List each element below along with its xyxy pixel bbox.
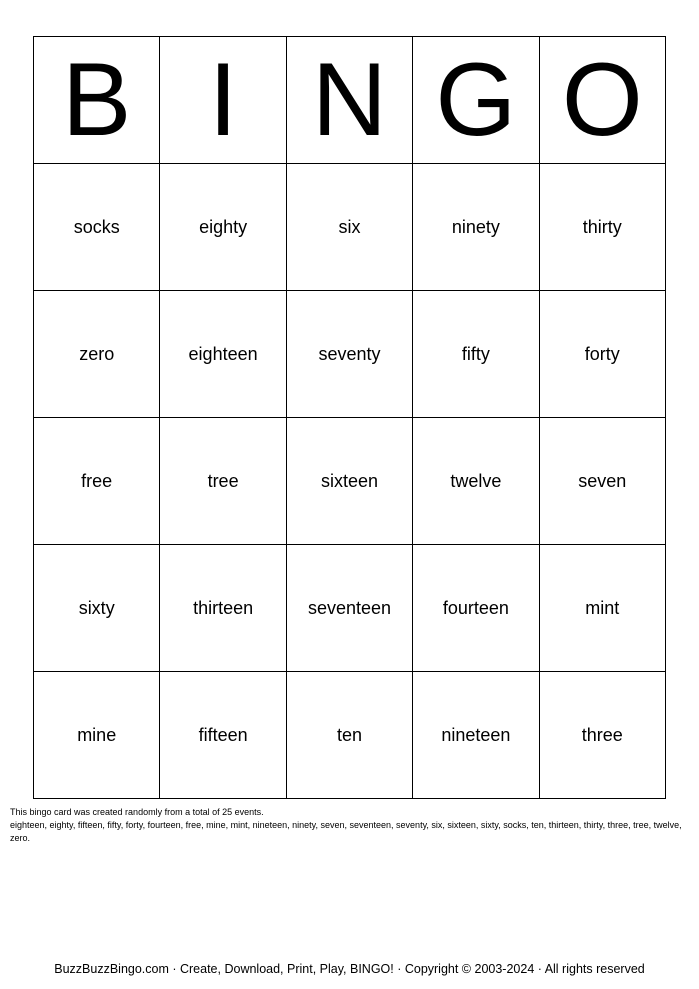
bingo-cell[interactable]: eighteen: [160, 291, 286, 418]
bingo-cell[interactable]: thirty: [539, 164, 665, 291]
bingo-cell[interactable]: fifty: [413, 291, 539, 418]
header-letter-i: I: [160, 37, 286, 164]
bingo-cell[interactable]: tree: [160, 418, 286, 545]
bingo-cell[interactable]: twelve: [413, 418, 539, 545]
bingo-row: [34, 545, 666, 672]
bingo-cell[interactable]: zero: [34, 291, 160, 418]
bingo-cell[interactable]: forty: [539, 291, 665, 418]
bingo-cell[interactable]: sixteen: [286, 418, 412, 545]
header-letter-b: B: [34, 37, 160, 164]
bingo-cell[interactable]: mint: [539, 545, 665, 672]
bingo-cell[interactable]: eighty: [160, 164, 286, 291]
bingo-cell[interactable]: free: [34, 418, 160, 545]
bingo-cell[interactable]: thirteen: [160, 545, 286, 672]
bingo-row: [34, 291, 666, 418]
bingo-cell[interactable]: socks: [34, 164, 160, 291]
header-letter-n: N: [286, 37, 412, 164]
bingo-cell[interactable]: seven: [539, 418, 665, 545]
bingo-cell[interactable]: ten: [286, 672, 412, 799]
bingo-header-row: [34, 37, 666, 164]
header-letter-g: G: [413, 37, 539, 164]
bingo-cell[interactable]: six: [286, 164, 412, 291]
bingo-cell[interactable]: fourteen: [413, 545, 539, 672]
site-footer: BuzzBuzzBingo.com · Create, Download, Print, Play, BINGO! · Copyright © 2003-2024 · All rights reserved: [54, 962, 645, 976]
card-note-word-list: eighteen, eighty, fifteen, fifty, forty, fourteen, free, mine, mint, nineteen, ninety, seven, seventeen, seventy, six, sixteen, sixty, socks, ten, thirteen, thirty, three, tree, twelve, zero.: [10, 820, 682, 843]
bingo-row: [34, 418, 666, 545]
bingo-cell[interactable]: mine: [34, 672, 160, 799]
bingo-cell[interactable]: nineteen: [413, 672, 539, 799]
bingo-cell[interactable]: sixty: [34, 545, 160, 672]
bingo-cell[interactable]: ninety: [413, 164, 539, 291]
header-letter-o: O: [539, 37, 665, 164]
bingo-row: [34, 672, 666, 799]
bingo-row: [34, 164, 666, 291]
bingo-cell[interactable]: seventeen: [286, 545, 412, 672]
bingo-cell[interactable]: seventy: [286, 291, 412, 418]
card-generation-note: [10, 806, 690, 845]
bingo-cell[interactable]: three: [539, 672, 665, 799]
bingo-cell[interactable]: fifteen: [160, 672, 286, 799]
card-note-summary: This bingo card was created randomly from a total of 25 events.: [10, 807, 264, 817]
bingo-card: [33, 36, 666, 799]
